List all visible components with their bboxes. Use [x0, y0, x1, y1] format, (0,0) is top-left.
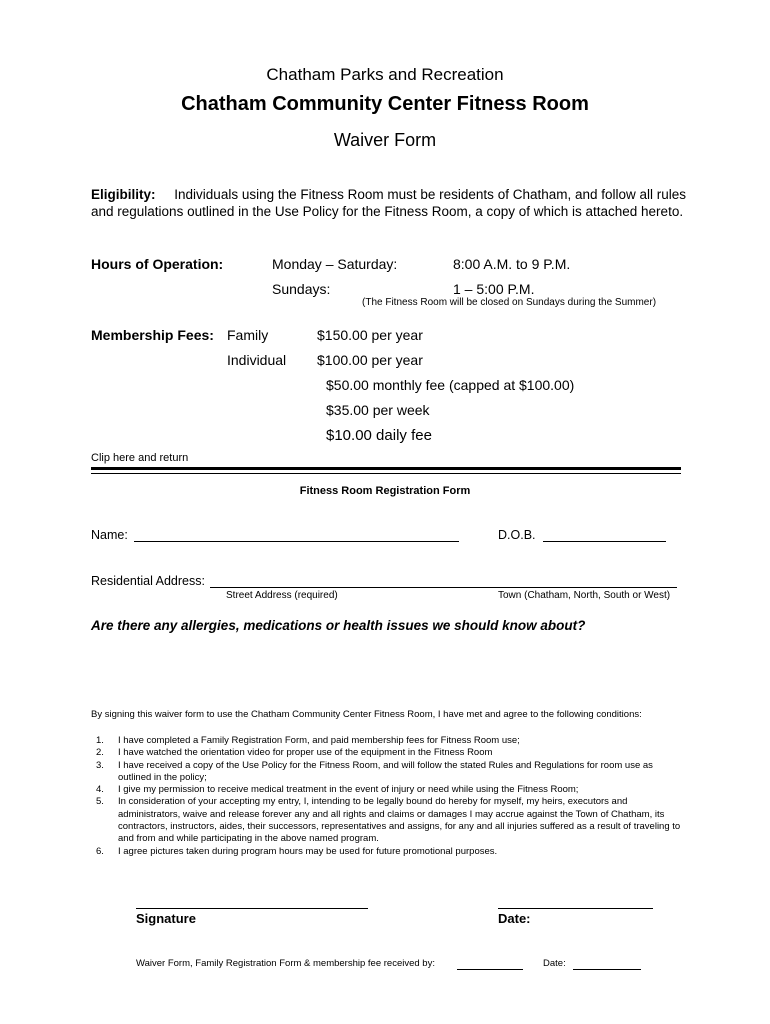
list-item-text: In consideration of your accepting my entry, I, intending to be legally bound do hereby for myself, my heirs, executors and administrators, waive and release forever any and all rights and claims or damages I may accrue against the Town of Chatham, its contractors, instructors, aides, their successors, representatives and assigns, for any and all injuries suffered as a result of traveling to and from and while participating in the above named program.: [118, 796, 681, 845]
hours-label: Hours of Operation:: [91, 256, 224, 272]
conditions-list: [91, 735, 681, 858]
list-item: [91, 760, 681, 785]
name-label: Name:: [91, 528, 128, 542]
fees-family-label: Family: [227, 327, 269, 343]
signature-field[interactable]: [136, 908, 368, 909]
list-item-text: I have completed a Family Registration Form, and paid membership fees for Fitness Room use;: [118, 735, 520, 746]
hours-days-sunday: Sundays:: [272, 281, 331, 297]
list-item-number: 3.: [96, 759, 104, 771]
list-item: [91, 846, 681, 858]
conditions-intro: By signing this waiver form to use the Chatham Community Center Fitness Room, I have met and agree to the following conditions:: [91, 709, 642, 720]
fees-monthly: $50.00 monthly fee (capped at $100.00): [326, 377, 575, 393]
list-item: [91, 784, 681, 796]
address-label: Residential Address:: [91, 574, 205, 588]
page-title: Chatham Community Center Fitness Room: [181, 93, 589, 115]
received-by-label: Waiver Form, Family Registration Form & membership fee received by:: [136, 958, 435, 969]
clip-divider-thin: [91, 473, 681, 474]
eligibility-label: Eligibility:: [91, 187, 156, 202]
list-item-number: 5.: [96, 796, 104, 808]
fees-family-amount: $150.00 per year: [317, 327, 423, 343]
list-item-number: 2.: [96, 747, 104, 759]
eligibility-paragraph: [91, 186, 691, 220]
hours-time-sunday: 1 – 5:00 P.M.: [453, 281, 535, 297]
town-caption: Town (Chatham, North, South or West): [498, 590, 671, 601]
list-item: [91, 747, 681, 759]
dob-label: D.O.B.: [498, 528, 536, 542]
received-by-field[interactable]: [457, 969, 523, 970]
list-item: [91, 796, 681, 845]
health-question: Are there any allergies, medications or health issues we should know about?: [91, 618, 586, 633]
list-item-text: I have watched the orientation video for proper use of the equipment in the Fitness Room: [118, 747, 493, 759]
name-field[interactable]: [134, 541, 459, 542]
signature-date-field[interactable]: [498, 908, 653, 909]
footer-date-label: Date:: [543, 958, 566, 969]
fees-weekly: $35.00 per week: [326, 402, 430, 418]
signature-label: Signature: [136, 911, 196, 926]
clip-divider-thick: [91, 467, 681, 470]
fees-individual-label: Individual: [227, 352, 287, 368]
org-name: Chatham Parks and Recreation: [266, 65, 504, 84]
list-item-number: 6.: [96, 845, 104, 857]
list-item-text: I agree pictures taken during program hours may be used for future promotional purposes.: [118, 845, 498, 857]
address-field[interactable]: [210, 587, 677, 588]
list-item-number: 4.: [96, 784, 104, 796]
eligibility-text: Individuals using the Fitness Room must be residents of Chatham, and follow all rules and regulations outlined in the Use Policy for the Fitness Room, a copy of which is attached hereto.: [91, 187, 687, 219]
registration-title: Fitness Room Registration Form: [299, 485, 471, 497]
street-caption: Street Address (required): [226, 590, 338, 601]
list-item-number: 1.: [96, 735, 104, 746]
hours-days-weekday: Monday – Saturday:: [272, 256, 398, 272]
signature-date-label: Date:: [498, 911, 531, 926]
list-item: [91, 735, 681, 747]
fees-individual-amount: $100.00 per year: [317, 352, 423, 368]
fees-label: Membership Fees:: [91, 327, 214, 343]
footer-date-field[interactable]: [573, 969, 641, 970]
hours-time-weekday: 8:00 A.M. to 9 P.M.: [453, 256, 571, 272]
fees-daily: $10.00 daily fee: [326, 427, 432, 444]
hours-note: (The Fitness Room will be closed on Sundays during the Summer): [362, 297, 657, 308]
list-item-text: I give my permission to receive medical treatment in the event of injury or need while using the Fitness Room;: [118, 784, 579, 796]
clip-instruction: Clip here and return: [91, 452, 189, 464]
dob-field[interactable]: [543, 541, 666, 542]
page-subtitle: Waiver Form: [333, 130, 437, 150]
list-item-text: I have received a copy of the Use Policy for the Fitness Room, and will follow the stated Rules and Regulations for room use as outlined in the policy;: [118, 759, 653, 783]
